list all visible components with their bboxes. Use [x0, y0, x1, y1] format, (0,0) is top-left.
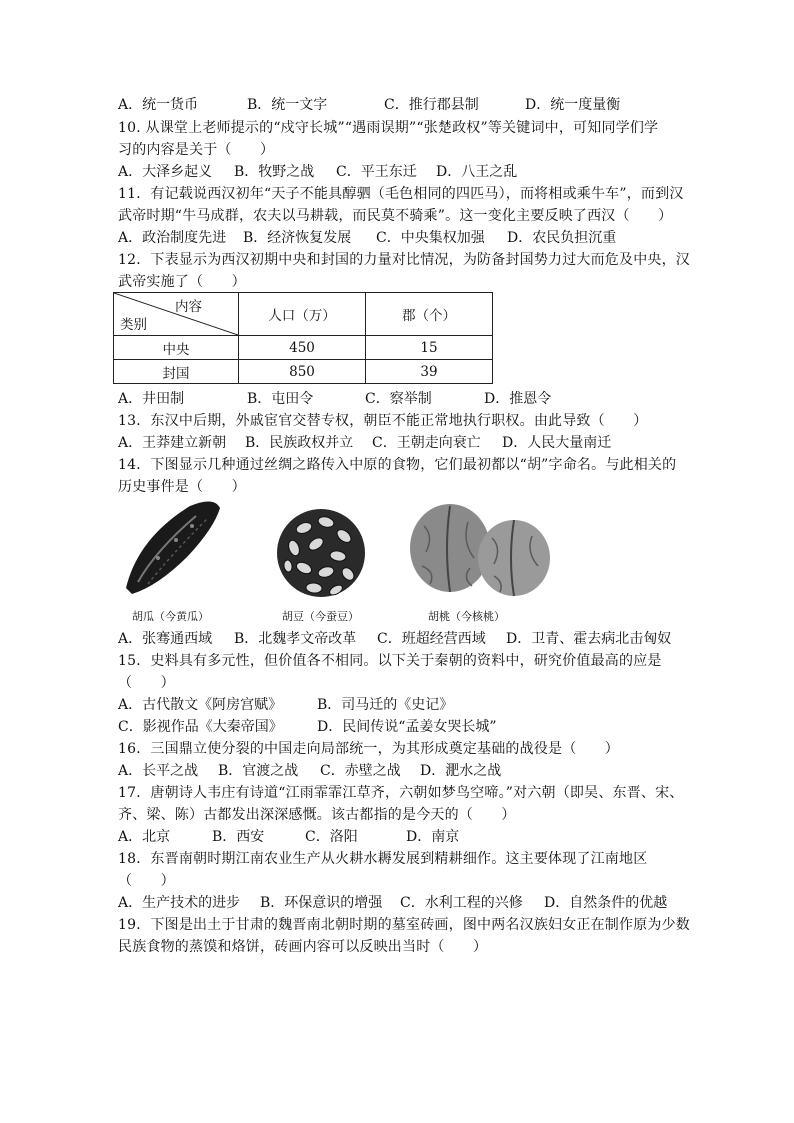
q15-stem-line1: 15．史料具有多元性，但价值各不相同。以下关于秦朝的资料中，研究价值最高的应是	[118, 653, 662, 669]
q11-option-a[interactable]: A．政治制度先进	[118, 230, 227, 246]
broad-bean-caption: 胡豆（今蚕豆）	[282, 610, 359, 623]
q16-option-d[interactable]: D．淝水之战	[420, 763, 502, 779]
q14-stem-line1: 14．下图显示几种通过丝绸之路传入中原的食物，它们最初都以“胡”字命名。与此相关的	[118, 457, 677, 473]
cucumber-image	[118, 498, 228, 598]
q17-option-d[interactable]: D．南京	[406, 829, 460, 845]
q11-stem-line1: 11．有记载说西汉初年“天子不能具醇驷（毛色相同的四匹马），而将相或乘牛车”，而到汉	[118, 186, 684, 202]
q15-option-a[interactable]: A．古代散文《阿房宫赋》	[118, 697, 283, 713]
q14-food-figure	[118, 498, 678, 626]
q10-stem-line2: 习的内容是关于（ ）	[118, 142, 275, 158]
broad-bean-image	[274, 506, 368, 600]
q16-stem-line1: 16．三国鼎立使分裂的中国走向局部统一，为其形成奠定基础的战役是（ ）	[118, 741, 620, 757]
q14-option-c[interactable]: C．班超经营西域	[377, 631, 486, 647]
q9-option-a[interactable]: A．统一货币	[118, 97, 199, 113]
q9-option-d[interactable]: D．统一度量衡	[525, 97, 621, 113]
table-row-label-fiefdoms: 封国	[114, 360, 239, 384]
q12-option-c[interactable]: C．察举制	[365, 391, 432, 407]
q14-stem-line2: 历史事件是（ ）	[118, 479, 246, 495]
q12-option-d[interactable]: D．推恩令	[484, 391, 552, 407]
q18-option-a[interactable]: A．生产技术的进步	[118, 895, 241, 911]
q19-stem-line1: 19．下图是出土于甘肃的魏晋南北朝时期的墓室砖画，图中两名汉族妇女正在制作原为少数	[118, 917, 691, 933]
q12-option-b[interactable]: B．屯田令	[247, 391, 314, 407]
q18-option-b[interactable]: B．环保意识的增强	[260, 895, 383, 911]
q16-option-c[interactable]: C．赤壁之战	[320, 763, 401, 779]
q17-option-b[interactable]: B．西安	[212, 829, 265, 845]
table-row-label-central: 中央	[114, 336, 239, 360]
q10-stem-line1: 10. 从课堂上老师提示的“戍守长城”“遇雨误期”“张楚政权”等关键词中，可知同学们学	[118, 120, 659, 136]
q10-option-b[interactable]: B．牧野之战	[234, 164, 315, 180]
q9-option-b[interactable]: B．统一文字	[247, 97, 328, 113]
q18-stem-line2: （ ）	[118, 873, 175, 889]
q14-option-b[interactable]: B．北魏孝文帝改革	[234, 631, 357, 647]
table-cell-central-population: 450	[239, 336, 366, 360]
q18-option-d[interactable]: D．自然条件的优越	[544, 895, 668, 911]
q10-option-a[interactable]: A．大泽乡起义	[118, 164, 213, 180]
q16-option-b[interactable]: B．官渡之战	[218, 763, 299, 779]
q11-option-d[interactable]: D．农民负担沉重	[507, 230, 617, 246]
table-cell-central-commanderies: 15	[366, 336, 493, 360]
table-cell-fiefdoms-commanderies: 39	[366, 360, 493, 384]
q15-option-d[interactable]: D．民间传说“孟姜女哭长城”	[317, 719, 497, 735]
q13-option-d[interactable]: D．人民大量南迁	[502, 435, 612, 451]
q11-option-b[interactable]: B．经济恢复发展	[243, 230, 352, 246]
q13-stem-line1: 13．东汉中后期，外戚宦官交替专权，朝臣不能正常地执行职权。由此导致（ ）	[118, 413, 648, 429]
corner-label-content: 内容	[175, 299, 202, 315]
q16-option-a[interactable]: A．长平之战	[118, 763, 199, 779]
q17-stem-line2: 齐、梁、陈）古都发出深深感慨。该古都指的是今天的（ ）	[118, 807, 516, 823]
q18-option-c[interactable]: C．水利工程的兴修	[400, 895, 523, 911]
corner-label-category: 类别	[120, 317, 147, 333]
table-header-population: 人口（万）	[239, 293, 366, 336]
q14-option-a[interactable]: A．张骞通西域	[118, 631, 213, 647]
q13-option-a[interactable]: A．王莽建立新朝	[118, 435, 227, 451]
q17-stem-line1: 17．唐朝诗人韦庄有诗道“江雨霏霏江草齐，六朝如梦鸟空啼。”对六朝（即吴、东晋、宋、	[118, 785, 684, 801]
q12-data-table	[113, 292, 493, 384]
q12-option-a[interactable]: A．井田制	[118, 391, 185, 407]
q15-stem-line2: （ ）	[118, 675, 175, 691]
q14-option-d[interactable]: D．卫青、霍去病北击匈奴	[506, 631, 672, 647]
q10-option-c[interactable]: C．平王东迁	[336, 164, 417, 180]
q15-option-b[interactable]: B．司马迁的《史记》	[317, 697, 454, 713]
q18-stem-line1: 18．东晋南朝时期江南农业生产从火耕水耨发展到精耕细作。这主要体现了江南地区	[118, 851, 648, 867]
q9-option-c[interactable]: C．推行郡县制	[384, 97, 479, 113]
q11-option-c[interactable]: C．中央集权加强	[376, 230, 485, 246]
walnut-image	[404, 502, 554, 602]
q15-option-c[interactable]: C．影视作品《大秦帝国》	[118, 719, 283, 735]
q13-option-c[interactable]: C．王朝走向衰亡	[372, 435, 481, 451]
table-corner-cell	[114, 293, 239, 336]
q19-stem-line2: 民族食物的蒸馍和烙饼，砖画内容可以反映出当时（ ）	[118, 939, 488, 955]
q17-option-c[interactable]: C．洛阳	[305, 829, 358, 845]
q11-stem-line2: 武帝时期“牛马成群，农夫以马耕载，而民莫不骑乘”。这一变化主要反映了西汉（ ）	[118, 208, 673, 224]
q17-option-a[interactable]: A．北京	[118, 829, 171, 845]
q13-option-b[interactable]: B．民族政权并立	[245, 435, 354, 451]
q12-stem-line2: 武帝实施了（ ）	[118, 274, 246, 290]
q12-stem-line1: 12．下表显示为西汉初期中央和封国的力量对比情况，为防备封国势力过大而危及中央，汉	[118, 252, 691, 268]
table-cell-fiefdoms-population: 850	[239, 360, 366, 384]
q10-option-d[interactable]: D．八王之乱	[436, 164, 518, 180]
walnut-caption: 胡桃（今核桃）	[428, 610, 505, 623]
table-header-commanderies: 郡（个）	[366, 293, 493, 336]
cucumber-caption: 胡瓜（今黄瓜）	[132, 610, 209, 623]
